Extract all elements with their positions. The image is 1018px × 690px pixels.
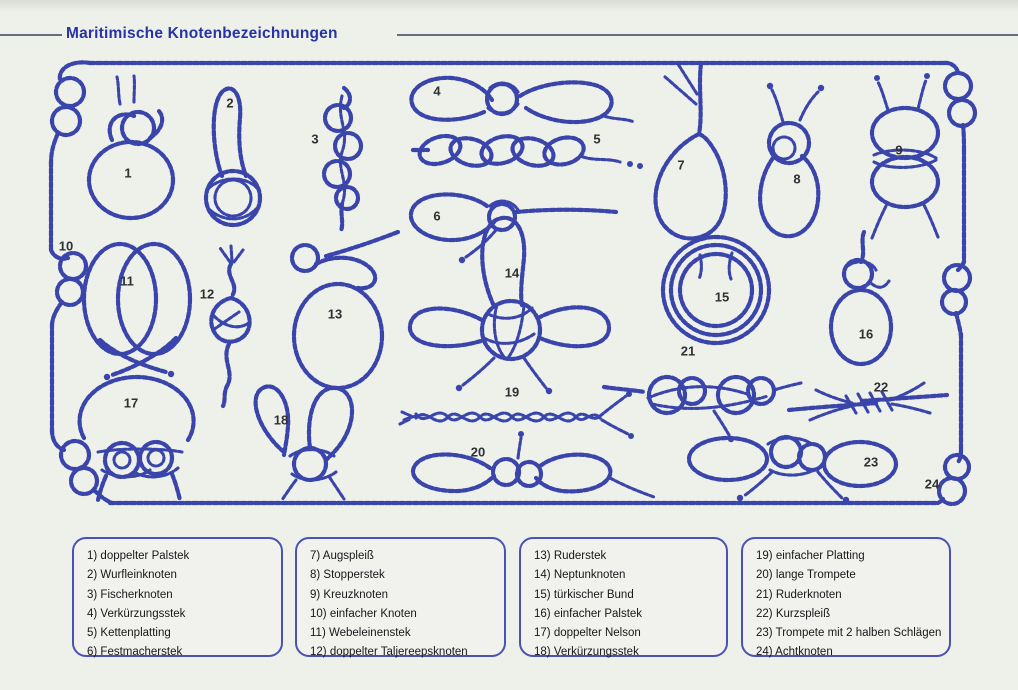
- legend-item: 5) Kettenplatting: [87, 627, 171, 640]
- knot-label-16: 16: [858, 326, 874, 342]
- knot-label-5: 5: [593, 131, 601, 147]
- knot-label-2: 2: [226, 95, 234, 111]
- knot-label-3: 3: [311, 131, 319, 147]
- legend-item: 24) Achtknoten: [756, 646, 833, 659]
- legend-item: 19) einfacher Platting: [756, 550, 865, 562]
- legend-box-2: [295, 537, 506, 657]
- legend-item: 3) Fischerknoten: [87, 588, 173, 601]
- knot-12-drawing: [211, 246, 250, 406]
- legend-item: 16) einfacher Palstek: [534, 607, 643, 620]
- knot-7-drawing: [656, 64, 726, 238]
- legend-item: 13) Ruderstek: [534, 550, 607, 562]
- legend-item: 15) türkischer Bund: [534, 588, 634, 601]
- legend-box-4: [741, 537, 951, 657]
- knot-label-18: 18: [273, 412, 289, 428]
- legend-item: 14) Neptunknoten: [534, 569, 626, 582]
- legend-item: 1) doppelter Palstek: [87, 550, 190, 562]
- legend-item: 9) Kreuzknoten: [310, 588, 388, 601]
- legend-item: 6) Festmacherstek: [87, 646, 183, 659]
- knot-label-12: 12: [199, 286, 215, 302]
- knot-4-drawing: [411, 78, 634, 122]
- knot-label-14: 14: [504, 265, 520, 281]
- knot-13-drawing: [292, 232, 398, 388]
- knot-label-9: 9: [895, 142, 903, 158]
- knot-label-11: 11: [120, 273, 134, 289]
- legend-item: 11) Webeleinenstek: [310, 627, 411, 640]
- knot-14-drawing: [410, 218, 609, 394]
- legend-item: 4) Verkürzungsstek: [87, 607, 186, 620]
- knot-1-drawing: [89, 76, 173, 218]
- legend-item: 12) doppelter Taljereepsknoten: [310, 646, 468, 659]
- knot-label-15: 15: [714, 289, 730, 305]
- knot-label-22: 22: [873, 379, 889, 395]
- knot-label-24: 24: [924, 476, 940, 492]
- knot-label-21: 21: [680, 343, 696, 359]
- knot-21-drawing: [604, 377, 801, 442]
- legend-list-4: [756, 547, 943, 663]
- legend-list-2: [310, 547, 498, 663]
- knot-label-13: 13: [327, 306, 343, 322]
- legend-item: 8) Stopperstek: [310, 569, 385, 582]
- legend-item: 20) lange Trompete: [756, 569, 856, 582]
- knot-23-drawing: [689, 437, 896, 503]
- knot-18-drawing: [256, 386, 352, 500]
- knot-label-23: 23: [863, 454, 879, 470]
- knot-8-drawing: [760, 83, 824, 236]
- knot-label-6: 6: [433, 208, 441, 224]
- knot-3-drawing: [324, 88, 361, 231]
- legend-item: 21) Ruderknoten: [756, 588, 842, 601]
- knot-11-drawing: [84, 244, 190, 380]
- legend-item: 10) einfacher Knoten: [310, 607, 417, 620]
- legend-list-3: [534, 547, 720, 663]
- knot-6-drawing: [411, 194, 616, 263]
- knot-20-drawing: [413, 431, 654, 497]
- legend-box-1: [72, 537, 283, 657]
- legend-item: 23) Trompete mit 2 halben Schlägen: [756, 627, 942, 640]
- knot-label-10: 10: [58, 238, 74, 254]
- knot-16-drawing: [831, 232, 891, 364]
- knot-22-drawing: [789, 383, 947, 420]
- knot-label-20: 20: [470, 444, 486, 460]
- knot-label-8: 8: [793, 171, 801, 187]
- knot-5-drawing: [413, 131, 643, 170]
- knot-24-drawing: [938, 450, 969, 504]
- legend-item: 17) doppelter Nelson: [534, 627, 641, 640]
- legend-item: 22) Kurzspleiß: [756, 607, 831, 620]
- legend-item: 7) Augspleiß: [310, 550, 374, 562]
- knot-9-drawing: [872, 73, 938, 238]
- page-title: Maritimische Knotenbezeichnungen: [66, 25, 338, 42]
- knot-label-7: 7: [677, 157, 685, 173]
- legend-item: 18) Verkürzungsstek: [534, 646, 639, 659]
- knot-label-19: 19: [504, 384, 520, 400]
- knot-label-1: 1: [124, 165, 132, 181]
- legend-box-3: [519, 537, 728, 657]
- knot-label-4: 4: [433, 83, 441, 99]
- legend-item: 2) Wurfleinknoten: [87, 569, 177, 582]
- legend-list-1: [87, 547, 275, 663]
- knot-label-17: 17: [123, 395, 139, 411]
